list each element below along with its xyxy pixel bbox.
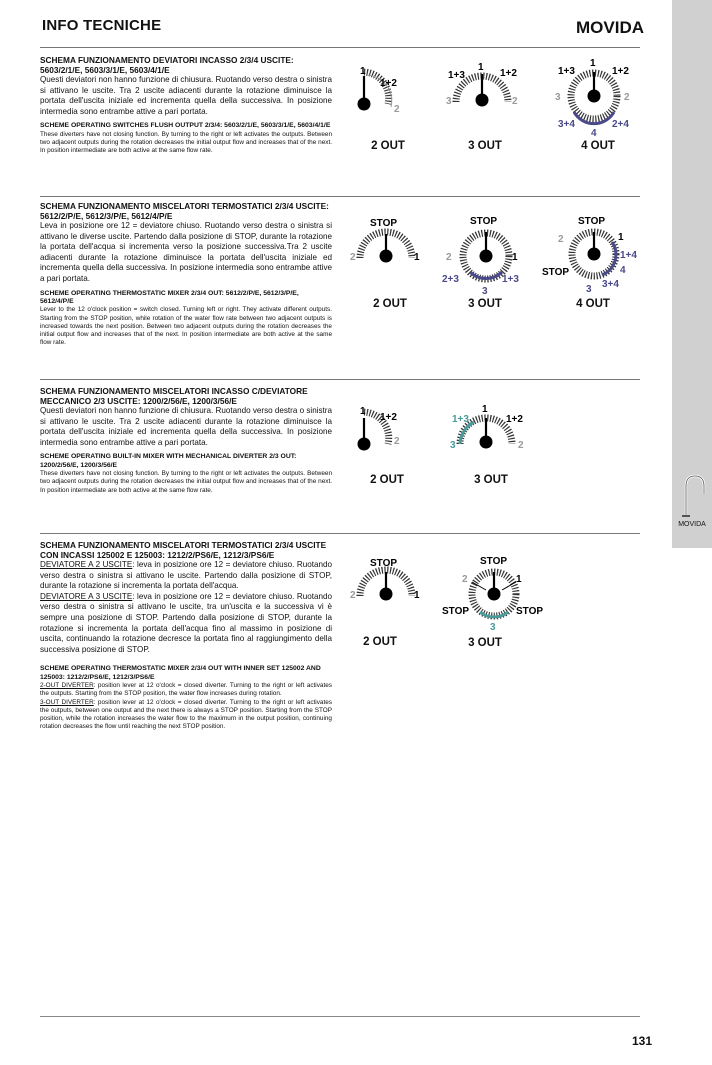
label-3: 3 <box>482 286 488 297</box>
label-1: 1 <box>360 406 366 417</box>
section-rule <box>40 533 640 534</box>
out-label: 3 OUT <box>468 637 502 649</box>
out-label: 4 OUT <box>581 140 615 152</box>
out-label: 3 OUT <box>468 140 502 152</box>
section-body-it: Questi deviatori non hanno funzione di chiusura. Ruotando verso destra o sinistra si attivano le uscite. Tra 2 uscite adiacenti durante la rotazione diminuisce la portata dell'uscita iniziale ed incrementa quella della successiva. In posizione intermedia sono entrambe attive a pari portata. <box>40 75 332 116</box>
label-stop: STOP <box>480 556 508 567</box>
label-1: 1 <box>414 590 420 601</box>
sub-text: : position lever at 12 o'clock = closed diverter. Turning to the right or left activates the outputs, between one output and the next there is always a STOP position. Starting from the STOP position, while the rotation increases the water flow to the maximum in the output position, continuing rotation decreases the flow until reaching the next STOP position. <box>40 698 333 731</box>
label-stop: STOP <box>370 218 398 229</box>
section-termostatici-incassi <box>40 540 332 731</box>
dial-mixer-3-out <box>444 398 534 462</box>
section-deviatori <box>40 55 332 155</box>
sub-text: : leva in posizione ore 12 = deviatore chiuso. Ruotando verso destra o sinistra si attivano le uscite, tra un'uscita e la successiva vi è sempre una posizione di STOP. Partendo dalla posizione di STOP, durante la rotazione si incrementa la portata dell'acqua fino al massimo in posizione di uscita, continuando la rotazione decresce la portata fino al raggiungimento della successiva posizione di STOP. <box>40 591 332 654</box>
out-label: 4 OUT <box>576 298 610 310</box>
label-stop: STOP <box>516 606 544 617</box>
label-2: 2 <box>350 590 356 601</box>
dial-thermo-4-out <box>540 214 644 298</box>
label-2: 2 <box>624 92 630 103</box>
label-1-plus-3: 1+3 <box>452 414 469 425</box>
label-1: 1 <box>516 574 522 585</box>
label-1-plus-2: 1+2 <box>500 68 517 79</box>
label-3: 3 <box>555 92 561 103</box>
section-miscelatori-incasso <box>40 386 332 495</box>
section-title-en: SCHEME OPERATING BUILT-IN MIXER WITH MECHANICAL DIVERTER 2/3 OUT: 1200/2/56/E, 1200/3/56/E <box>40 453 297 469</box>
label-1-plus-2: 1+2 <box>612 66 629 77</box>
label-stop: STOP <box>370 558 398 569</box>
dial-inner-3-out <box>440 552 550 636</box>
label-1-plus-2: 1+2 <box>380 78 397 89</box>
label-4: 4 <box>620 265 626 276</box>
dial-2-out <box>350 58 420 128</box>
section-body-en: These diverters have not closing function. By turning to the right or left activates the outputs. Between two adjacent outputs during the rotation decreases the initial output flow and increases that of the next. In position intermediate are both active at the same flow rate. <box>40 470 332 494</box>
out-label: 3 OUT <box>468 298 502 310</box>
dial-mixer-2-out <box>350 398 420 462</box>
sub-text: : leva in posizione ore 12 = deviatore chiuso. Ruotando verso destra o sinistra si attivano le uscite. Partendo dalla posizione di STOP, durante la rotazione si incrementa la portata dell'acqua. <box>40 560 332 591</box>
section-body-it: Questi deviatori non hanno funzione di chiusura. Ruotando verso destra o sinistra si attivano le uscite. Tra 2 uscite adiacenti durante la rotazione diminuisce la portata dell'uscita iniziale ed incrementa quella della successiva. In posizione intermedia sono entrambe attive a pari portata. <box>40 406 332 447</box>
label-1: 1 <box>478 62 484 73</box>
label-1-plus-3: 1+3 <box>502 274 519 285</box>
section-body-en <box>40 682 332 731</box>
label-2: 2 <box>462 574 468 585</box>
out-label: 3 OUT <box>474 474 508 486</box>
section-title-it: SCHEMA FUNZIONAMENTO DEVIATORI INCASSO 2/3/4 USCITE: 5603/2/1/E, 5603/3/1/E, 5603/4/1/E <box>40 55 294 75</box>
section-body-it: Leva in posizione ore 12 = deviatore chiuso. Ruotando verso destra o sinistra si attivano le diverse uscite. Partendo dalla posizione di STOP, durante la rotazione la portata dell'acqua si incrementa verso la posizione successiva.Tra 2 uscite adiacenti durante la rotazione diminuisce la portata dell'uscita iniziale ed incrementa quella della successiva. In posizione intermedia sono entrambe attive a pari portata. <box>40 221 332 283</box>
section-body-it <box>40 560 332 655</box>
section-title-it: SCHEMA FUNZIONAMENTO MISCELATORI TERMOSTATICI 2/3/4 USCITE CON INCASSI 125002 E 125003: 1212/2/PS6/E, 1212/3/PS6/E <box>40 540 327 560</box>
label-3-plus-4: 3+4 <box>602 279 619 290</box>
section-body-en: These diverters have not closing function. By turning to the right or left activates the outputs. Between two adjacent outputs during the rotation decreases the initial output flow and increases that of the next. In position intermediate are both active at the same flow rate. <box>40 130 332 155</box>
out-label: 2 OUT <box>371 140 405 152</box>
dial-3-out <box>440 58 530 128</box>
label-1-plus-3: 1+3 <box>558 66 575 77</box>
label-3: 3 <box>490 622 496 633</box>
out-label: 2 OUT <box>373 298 407 310</box>
label-2: 2 <box>512 96 518 107</box>
label-2: 2 <box>394 104 400 115</box>
label-1-plus-2: 1+2 <box>380 412 397 423</box>
section-body-en: Lever to the 12 o'clock position = switch closed. Turning left or right. They activate different outputs. Starting from the STOP position, while rotation of the water flow rate between two adjacent outputs is increased towards the next position. Between two adjacent outputs during the rotation decreases the initial output flow and increases that of the next. In position intermediate are both active at the same flow rate. <box>40 306 332 347</box>
label-1-plus-2: 1+2 <box>506 414 523 425</box>
label-3-plus-4: 3+4 <box>558 119 575 130</box>
label-2: 2 <box>558 234 564 245</box>
label-3: 3 <box>450 440 456 451</box>
section-title-en: SCHEME OPERATING THERMOSTATIC MIXER 2/3/4 OUT: 5612/2/P/E, 5612/3/P/E, 5612/4/P/E <box>40 289 299 305</box>
dial-inner-2-out <box>346 552 430 612</box>
sidebar-tab <box>672 0 712 548</box>
out-label: 2 OUT <box>363 636 397 648</box>
out-label: 2 OUT <box>370 474 404 486</box>
header-left-title: INFO TECNICHE <box>42 17 162 34</box>
label-4: 4 <box>591 128 597 139</box>
sidebar-label: MOVIDA <box>678 521 706 528</box>
dial-thermo-3-out <box>440 214 530 298</box>
label-stop: STOP <box>578 216 606 227</box>
label-stop: STOP <box>470 216 498 227</box>
sub-label: DEVIATORE A 2 USCITE <box>40 560 133 569</box>
label-2-plus-4: 2+4 <box>612 119 629 130</box>
label-1: 1 <box>512 252 518 263</box>
label-2: 2 <box>350 252 356 263</box>
section-title-en: SCHEME OPERATING SWITCHES FLUSH OUTPUT 2/3/4: 5603/2/1/E, 5603/3/1/E, 5603/4/1/E <box>40 122 331 130</box>
footer-rule <box>40 1016 640 1017</box>
section-termostatici <box>40 201 332 347</box>
header-rule <box>40 47 640 48</box>
label-1: 1 <box>360 66 366 77</box>
label-2: 2 <box>518 440 524 451</box>
sub-text: : position lever at 12 o'clock = closed diverter. Turning to the right or left activates the outputs. Starting from the STOP position, the water flow increases during rotation. <box>40 682 333 698</box>
label-1: 1 <box>590 58 596 69</box>
label-stop: STOP <box>442 606 470 617</box>
label-1: 1 <box>482 404 488 415</box>
label-1: 1 <box>414 252 420 263</box>
dial-4-out <box>552 56 642 139</box>
dial-thermo-2-out <box>346 214 430 274</box>
label-1: 1 <box>618 232 624 243</box>
label-2-plus-3: 2+3 <box>442 274 459 285</box>
label-2: 2 <box>394 436 400 447</box>
label-stop: STOP <box>542 267 570 278</box>
header-right-title: MOVIDA <box>576 18 644 37</box>
section-title-it: SCHEMA FUNZIONAMENTO MISCELATORI INCASSO C/DEVIATORE MECCANICO 2/3 USCITE: 1200/2/56/E, 1200/3/56/E <box>40 386 308 406</box>
label-1-plus-4: 1+4 <box>620 250 637 261</box>
label-1-plus-3: 1+3 <box>448 70 465 81</box>
page-number: 131 <box>632 1034 653 1048</box>
label-3: 3 <box>446 96 452 107</box>
section-rule <box>40 379 640 380</box>
sub-label: DEVIATORE A 3 USCITE <box>40 591 133 601</box>
section-title-it: SCHEMA FUNZIONAMENTO MISCELATORI TERMOSTATICI 2/3/4 USCITE: 5612/2/P/E, 5612/3/P/E, 5612/4/P/E <box>40 201 329 221</box>
label-2: 2 <box>446 252 452 263</box>
label-3: 3 <box>586 284 592 295</box>
section-title-en: SCHEME OPERATING THERMOSTATIC MIXER 2/3/4 OUT WITH INNER SET 125002 AND 125003: 1212/2/PS6/E, 1212/3/PS6/E <box>40 665 321 681</box>
faucet-icon <box>676 472 710 518</box>
sub-label: 3-OUT DIVERTER <box>40 698 94 706</box>
sub-label: 2-OUT DIVERTER <box>40 682 94 690</box>
section-rule <box>40 196 640 197</box>
